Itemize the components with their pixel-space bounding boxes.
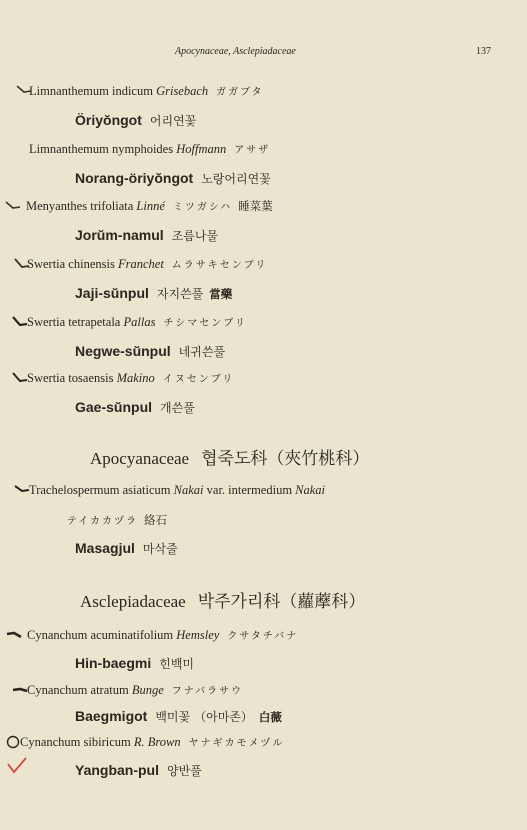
pencil-tick-icon — [12, 686, 28, 694]
korean-entry: Hin-baegmi 힌백미 — [75, 655, 195, 671]
latin-entry: Limnanthemum indicum Grisebach ガガブタ — [29, 84, 264, 98]
korean-entry: Öriyŏngot 어리연꽃 — [75, 112, 197, 128]
pencil-tick-icon — [6, 630, 22, 640]
latin-entry: Swertia tosaensis Makino イヌセンブリ — [27, 371, 235, 385]
running-header — [0, 46, 527, 64]
page-number: 137 — [476, 46, 491, 57]
korean-entry: Jorŭm-namul 조름나물 — [75, 227, 219, 243]
latin-entry: Cynanchum sibiricum R. Brown ヤナギカモメヅル — [20, 735, 285, 749]
red-check-icon — [6, 756, 28, 776]
korean-entry: Masagjul 마삭줄 — [75, 540, 178, 556]
latin-entry: Trachelospermum asiaticum Nakai var. intermedium Nakai — [29, 483, 326, 497]
pencil-tick-icon — [14, 484, 30, 494]
korean-entry: Negwe-sŭnpul 네귀쓴풀 — [75, 343, 226, 359]
pencil-tick-icon — [12, 316, 28, 326]
japanese-entry: テイカカヅラ 絡石 — [67, 513, 167, 527]
korean-entry: Yangban-pul 양반풀 — [75, 762, 202, 778]
pencil-circle-icon — [6, 735, 20, 749]
header-title: Apocynaceae, Asclepiadaceae — [175, 46, 296, 57]
latin-entry: Cynanchum acuminatifolium Hemsley クサタチバナ — [27, 628, 299, 642]
family-heading: Asclepiadaceae 박주가리科（蘿藦科） — [80, 592, 366, 612]
korean-entry: Jaji-sŭnpul 자지쓴풀 當藥 — [75, 285, 233, 301]
latin-entry: Swertia tetrapetala Pallas チシマセンブリ — [27, 315, 247, 329]
family-heading: Apocyanaceae 협죽도科（夾竹桃科） — [90, 449, 370, 469]
latin-entry: Limnanthemum nymphoides Hoffmann アサザ — [29, 142, 271, 156]
pencil-tick-icon — [5, 200, 21, 210]
pencil-tick-icon — [12, 372, 28, 382]
korean-entry: Norang-öriyŏngot 노랑어리연꽃 — [75, 170, 271, 186]
latin-entry: Swertia chinensis Franchet ムラサキセンブリ — [27, 257, 268, 271]
latin-entry: Cynanchum atratum Bunge フナバラサウ — [27, 683, 244, 697]
korean-entry: Gae-sŭnpul 개쓴풀 — [75, 399, 195, 415]
latin-entry: Menyanthes trifoliata Linné ミツガシハ 睡菜葉 — [26, 199, 273, 213]
korean-entry: Baegmigot 백미꽃 （아마존） 白薇 — [75, 708, 282, 724]
